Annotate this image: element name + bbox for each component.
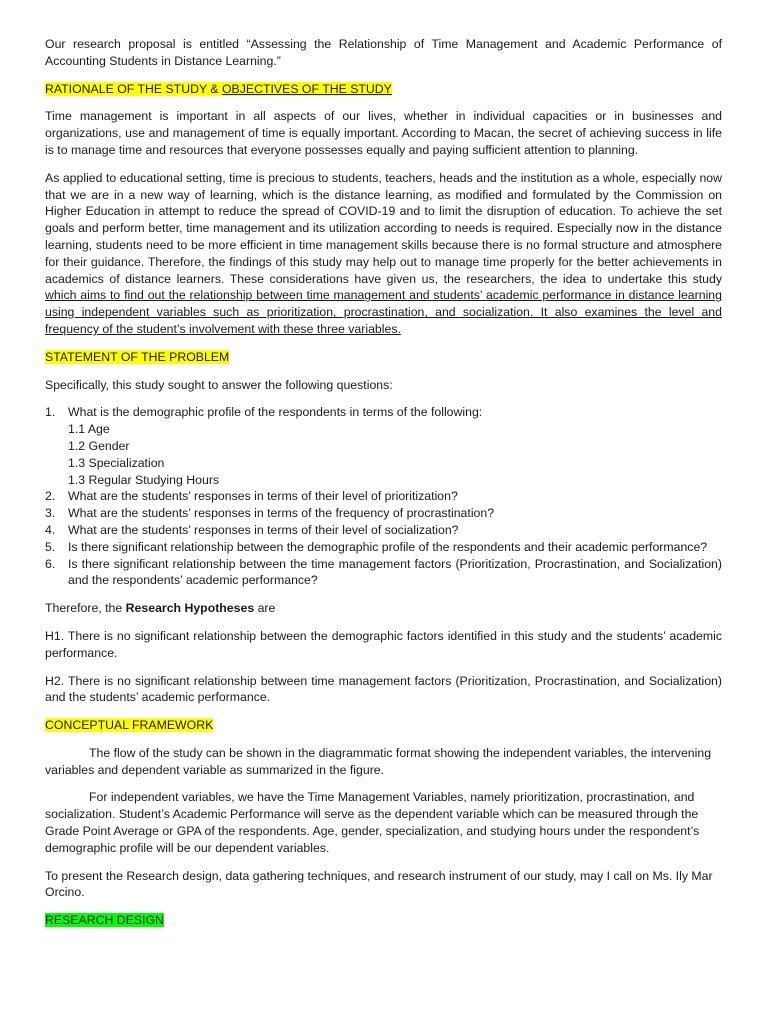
list-item — [45, 488, 722, 505]
rationale-paragraph-1: Time management is important in all aspects of our lives, whether in individual capacities or in businesses and organizations, use and management of time is equally important. According to Macan, the secret of achieving success in life is to manage time and resources that everyone possesses equally and paying sufficient attention to planning. — [45, 109, 722, 157]
heading-problem — [45, 349, 722, 366]
list-item-number: 3. — [45, 506, 56, 521]
hypotheses-intro-bold: Research Hypotheses — [125, 601, 255, 616]
list-item — [45, 556, 722, 590]
heading-rationale-text: RATIONALE OF THE STUDY & — [45, 81, 222, 96]
framework-paragraph-1: The flow of the study can be shown in the diagrammatic format showing the independent variables, the intervening variables and dependent variable as summarized in the figure. — [45, 745, 712, 777]
list-item-text: What is the demographic profile of the respondents in terms of the following: — [68, 405, 483, 420]
document-page — [45, 36, 722, 940]
heading-framework — [45, 717, 722, 734]
rationale-paragraph-2 — [45, 170, 722, 338]
hypotheses-intro-end: are — [254, 601, 276, 616]
sub-item: 1.3 Regular Studying Hours — [68, 472, 220, 487]
heading-framework-text: CONCEPTUAL FRAMEWORK — [45, 718, 214, 733]
heading-objectives-text: OBJECTIVES OF THE STUDY — [221, 81, 392, 96]
list-item-text: Is there significant relationship between the demographic profile of the respondents and their academic performance? — [68, 539, 708, 554]
list-item — [45, 539, 722, 556]
heading-rationale — [45, 81, 722, 98]
heading-design — [45, 912, 722, 929]
hypotheses-intro — [45, 600, 722, 617]
framework-paragraph-2: For independent variables, we have the Time Management Variables, namely prioritization, procrastination, and socialization. Student’s Academic Performance will serve as the dependent variable which can be measured through the Grade Point Average or GPA of the respondents. Age, gender, specialization, and studying hours under the respondent’s demographic profile will be our dependent variables. — [45, 790, 700, 855]
list-item-text: What are the students’ responses in terms of the frequency of procrastination? — [68, 506, 495, 521]
hypotheses-intro-text: Therefore, the — [45, 601, 126, 616]
intro-paragraph: Our research proposal is entitled “Assessing the Relationship of Time Management and Academic Performance of Accounting Students in Distance Learning.” — [45, 37, 722, 68]
list-item-number: 5. — [45, 539, 56, 554]
rationale-paragraph-2-text: As applied to educational setting, time is precious to students, teachers, heads and the institution as a whole, especially now that we are in a new way of learning, which is the distance learning, as modified and formulated by the Commission on Higher Education in attempt to reduce the spread of COVID-19 and to limit the disruption of education. To achieve the set goals and perform better, time management and its utilization according to needs is required. Especially now in the distance learning, students need to be more efficient in time management skills because there is no formal structure and atmosphere for their guidance. Therefore, the findings of this study may help out to manage time properly for the better achievements in academics of distance learners. These considerations have given us, the researchers, the idea to undertake this study — [45, 170, 722, 286]
heading-design-text: RESEARCH DESIGN — [45, 913, 164, 928]
list-item — [45, 404, 722, 488]
list-item — [45, 522, 722, 539]
hypothesis-1: H1. There is no significant relationship between the demographic factors identified in this study and the students’ academic performance. — [45, 628, 722, 660]
hypothesis-2: H2. There is no significant relationship between time management factors (Prioritization, Procrastination, and Socialization) and the students’ academic performance. — [45, 673, 722, 705]
list-item-number: 1. — [45, 405, 56, 420]
closing-paragraph: To present the Research design, data gathering techniques, and research instrument of our study, may I call on Ms. Ily Mar Orcino. — [45, 868, 713, 900]
list-item-number: 6. — [45, 556, 56, 571]
list-item-number: 4. — [45, 522, 56, 537]
sub-item: 1.3 Specialization — [68, 455, 165, 470]
list-item-text: What are the students’ responses in terms of their level of prioritization? — [68, 489, 458, 504]
sub-item: 1.2 Gender — [68, 438, 130, 453]
problem-intro: Specifically, this study sought to answer the following questions: — [45, 377, 393, 392]
list-item-text: What are the students’ responses in terms of their level of socialization? — [68, 522, 459, 537]
sub-item: 1.1 Age — [68, 422, 110, 437]
heading-problem-text: STATEMENT OF THE PROBLEM — [45, 349, 230, 364]
list-item-number: 2. — [45, 489, 56, 504]
rationale-paragraph-2-underlined: which aims to find out the relationship between time management and students’ academic performance in distance learning using independent variables such as prioritization, procrastination, and socialization. It also examines the level and frequency of the student’s involvement with these three variables. — [45, 288, 722, 336]
questions-list — [45, 404, 722, 589]
list-item — [45, 505, 722, 522]
list-item-text: Is there significant relationship between the time management factors (Prioritization, Procrastination, and Socialization) and the respondents’ academic performance? — [68, 556, 722, 588]
